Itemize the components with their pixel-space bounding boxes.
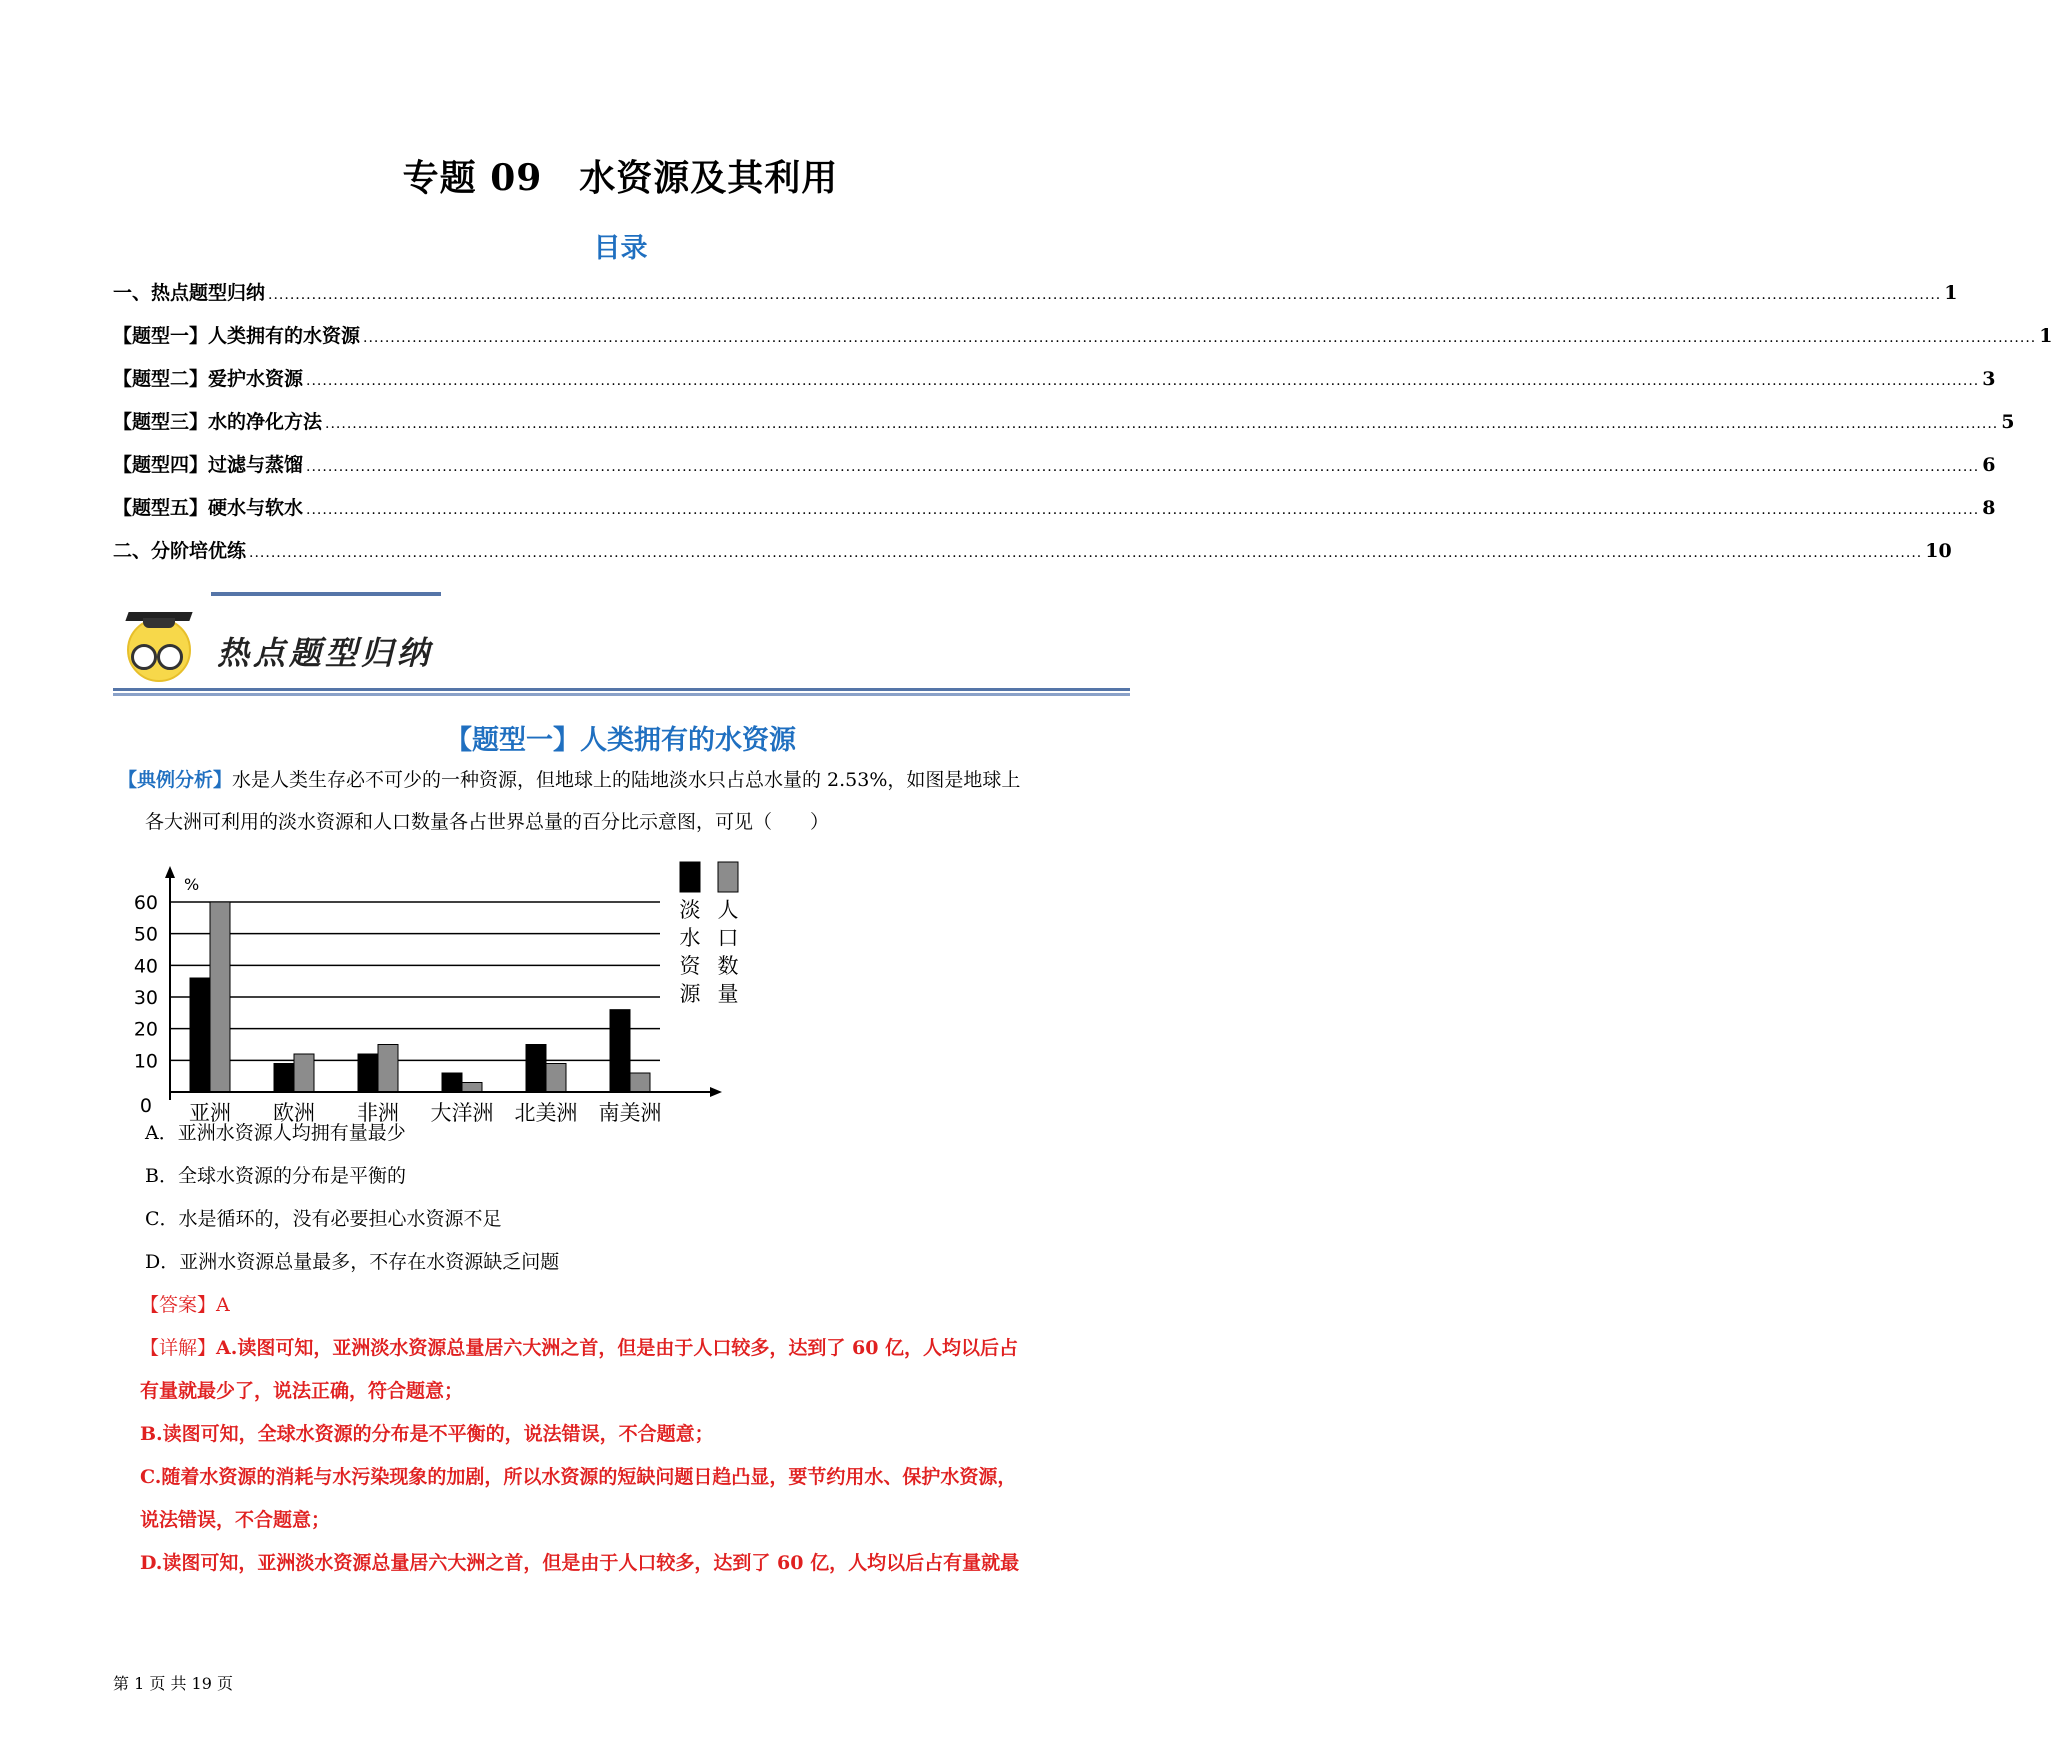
option-b[interactable]: B．全球水资源的分布是平衡的 — [145, 1165, 406, 1187]
explanation-tag: 【详解】 — [140, 1337, 217, 1359]
explanation-line-5: 说法错误，不合题意； — [140, 1509, 331, 1531]
banner-text: 热点题型归纳 — [217, 634, 434, 672]
y-tick-label: 20 — [133, 1018, 158, 1041]
toc-heading: 目录 — [593, 233, 648, 264]
category-label: 非洲 — [357, 1101, 399, 1125]
y-axis-label: % — [184, 875, 200, 894]
bar-freshwater — [274, 1064, 294, 1093]
y-axis-arrow — [165, 866, 175, 878]
section-title: 【题型一】人类拥有的水资源 — [445, 725, 796, 756]
bar-freshwater — [358, 1054, 378, 1092]
toc-entry-label: 【题型三】水的净化方法 — [113, 411, 323, 433]
toc-leader — [325, 416, 1998, 432]
chart-y-ticks — [134, 892, 158, 1117]
explanation-text: A.读图可知，亚洲淡水资源总量居六大洲之首，但是由于人口较多，达到了 60 亿，人均以后占 — [216, 1337, 1019, 1359]
legend-label-char: 数 — [717, 954, 739, 978]
explanation-line-6: D.读图可知，亚洲淡水资源总量居六大洲之首，但是由于人口较多，达到了 60 亿，人均以后占有量就最 — [140, 1552, 1020, 1574]
toc-entry[interactable] — [113, 278, 1958, 321]
toc-entry[interactable] — [113, 493, 1996, 536]
toc-entry-label: 一、热点题型归纳 — [113, 282, 266, 304]
legend-swatch — [680, 862, 700, 892]
glasses-lens-icon — [157, 644, 183, 670]
toc-entry[interactable] — [113, 321, 2052, 364]
toc-entry-page: 1 — [2039, 325, 2052, 347]
section-banner — [113, 588, 1130, 708]
bar-chart — [130, 862, 770, 1125]
explanation-line-2: 有量就最少了，说法正确，符合题意； — [140, 1380, 464, 1402]
chart-axes — [165, 866, 722, 1100]
explanation-line-1 — [140, 1334, 1135, 1362]
graduation-cap-base — [143, 618, 175, 628]
bar-population — [546, 1064, 566, 1093]
y-tick-label: 50 — [133, 923, 158, 946]
legend-swatch — [718, 862, 738, 892]
toc-leader — [268, 287, 1941, 303]
x-axis-arrow — [710, 1087, 722, 1097]
bar-population — [294, 1054, 314, 1092]
chart-legend — [680, 862, 739, 1006]
toc-leader — [306, 373, 1979, 389]
toc-entry-label: 【题型五】硬水与软水 — [113, 497, 304, 519]
legend-label-char: 资 — [679, 954, 701, 978]
page-footer: 第 1 页 共 19 页 — [113, 1674, 233, 1693]
explanation-line-4: C.随着水资源的消耗与水污染现象的加剧，所以水资源的短缺问题日趋凸显，要节约用水、保护水资源， — [140, 1466, 1017, 1488]
legend-label-char: 量 — [717, 982, 739, 1006]
bar-freshwater — [190, 978, 210, 1092]
bar-freshwater — [526, 1045, 546, 1093]
toc-leader — [363, 330, 2036, 346]
answer-value: A — [216, 1294, 230, 1316]
category-label: 亚洲 — [189, 1101, 231, 1125]
banner-divider — [113, 693, 1130, 696]
y-tick-label: 60 — [133, 892, 158, 914]
toc-entry-page: 3 — [1982, 368, 1996, 390]
page-title: 专题 09 水资源及其利用 — [402, 157, 839, 199]
toc-leader — [249, 545, 1922, 561]
question-line-2: 各大洲可利用的淡水资源和人口数量各占世界总量的百分比示意图，可见（ ） — [145, 811, 830, 833]
answer-line — [140, 1291, 230, 1319]
question-text: 水是人类生存必不可少的一种资源，但地球上的陆地淡水只占总水量的 2.53%，如图是地球上 — [232, 769, 1021, 791]
answer-tag: 【答案】 — [140, 1294, 217, 1316]
option-d[interactable]: D．亚洲水资源总量最多，不存在水资源缺乏问题 — [145, 1251, 560, 1273]
example-tag: 【典例分析】 — [118, 769, 233, 791]
y-tick-label: 10 — [133, 1050, 158, 1073]
banner-top-line — [211, 592, 441, 596]
toc-entry-page: 6 — [1982, 454, 1996, 476]
bar-freshwater — [442, 1073, 462, 1092]
toc-entry-label: 【题型一】人类拥有的水资源 — [113, 325, 361, 347]
toc-entry-label: 二、分阶培优练 — [113, 540, 247, 562]
category-label: 欧洲 — [273, 1101, 315, 1125]
banner-divider — [113, 688, 1130, 691]
option-a[interactable]: A．亚洲水资源人均拥有量最少 — [145, 1122, 406, 1144]
toc-entry-page: 1 — [1944, 282, 1958, 304]
y-tick-label: 40 — [133, 955, 158, 978]
legend-label-char: 淡 — [679, 898, 701, 922]
toc-entry[interactable] — [113, 536, 1952, 579]
chart-grid — [170, 902, 660, 1060]
table-of-contents — [113, 278, 2052, 579]
bar-population — [378, 1045, 398, 1093]
legend-label-char: 人 — [717, 898, 739, 922]
explanation-line-3: B.读图可知，全球水资源的分布是不平衡的，说法错误，不合题意； — [140, 1423, 714, 1445]
bar-freshwater — [610, 1010, 630, 1092]
toc-entry[interactable] — [113, 450, 1996, 493]
toc-entry-label: 【题型二】爱护水资源 — [113, 368, 304, 390]
category-label: 大洋洲 — [430, 1101, 494, 1125]
category-label: 北美洲 — [514, 1101, 578, 1125]
toc-leader — [306, 459, 1979, 475]
option-c[interactable]: C．水是循环的，没有必要担心水资源不足 — [145, 1208, 502, 1230]
toc-entry-label: 【题型四】过滤与蒸馏 — [113, 454, 304, 476]
glasses-lens-icon — [131, 644, 157, 670]
bar-population — [210, 902, 230, 1092]
y-tick-label: 30 — [133, 987, 158, 1009]
toc-entry-page: 5 — [2001, 411, 2015, 433]
toc-entry-page: 10 — [1925, 540, 1952, 562]
toc-leader — [306, 502, 1979, 518]
question-line-1 — [118, 766, 1133, 794]
bar-population — [630, 1073, 650, 1092]
legend-label-char: 水 — [679, 926, 701, 950]
toc-entry-page: 8 — [1982, 497, 1996, 519]
y-tick-label: 0 — [139, 1095, 152, 1117]
toc-entry[interactable] — [113, 407, 2015, 450]
category-label: 南美洲 — [598, 1101, 662, 1125]
legend-label-char: 源 — [679, 982, 701, 1006]
legend-label-char: 口 — [717, 926, 739, 950]
bar-population — [462, 1083, 482, 1093]
toc-entry[interactable] — [113, 364, 1996, 407]
